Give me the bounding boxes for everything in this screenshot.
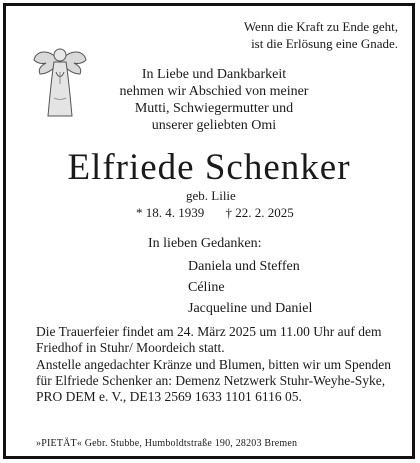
mourner-entry: Céline	[188, 280, 225, 295]
motto-quote: Wenn die Kraft zu Ende geht, ist die Erlösung eine Gnade.	[243, 19, 398, 51]
mourners-heading: In lieben Gedanken:	[148, 236, 262, 251]
obituary-notice	[3, 3, 415, 459]
deceased-name: Elfriede Schenker	[67, 147, 351, 188]
death-date: † 22. 2. 2025	[225, 205, 294, 220]
donation-notice: Anstelle angedachter Kränze und Blumen, bitten wir um Spenden für Elfriede Schenker an: Demenz Netzwerk Stuhr-Weyhe-Syke, PRO DEM e. V., DE13 2569 1633 1101 6116 05.	[36, 357, 392, 404]
funeral-home-footer: »PIETÄT« Gebr. Stubbe, Humboldtstraße 190, 28203 Bremen	[36, 438, 298, 449]
life-dates	[136, 205, 312, 221]
angel-figure-icon	[32, 42, 88, 122]
ceremony-notice: Die Trauerfeier findet am 24. März 2025 um 11.00 Uhr auf dem Friedhof in Stuhr/ Moordeich statt.	[36, 324, 382, 355]
birth-name: geb. Lilie	[186, 188, 236, 203]
mourners-list	[188, 256, 312, 319]
mourner-entry: Jacqueline und Daniel	[188, 301, 313, 316]
farewell-intro: In Liebe und Dankbarkeit nehmen wir Abschied von meiner Mutti, Schwiegermutter und unserer geliebten Omi	[119, 67, 309, 133]
mourner-entry: Daniela und Steffen	[188, 259, 300, 274]
birth-date: * 18. 4. 1939	[136, 205, 205, 220]
